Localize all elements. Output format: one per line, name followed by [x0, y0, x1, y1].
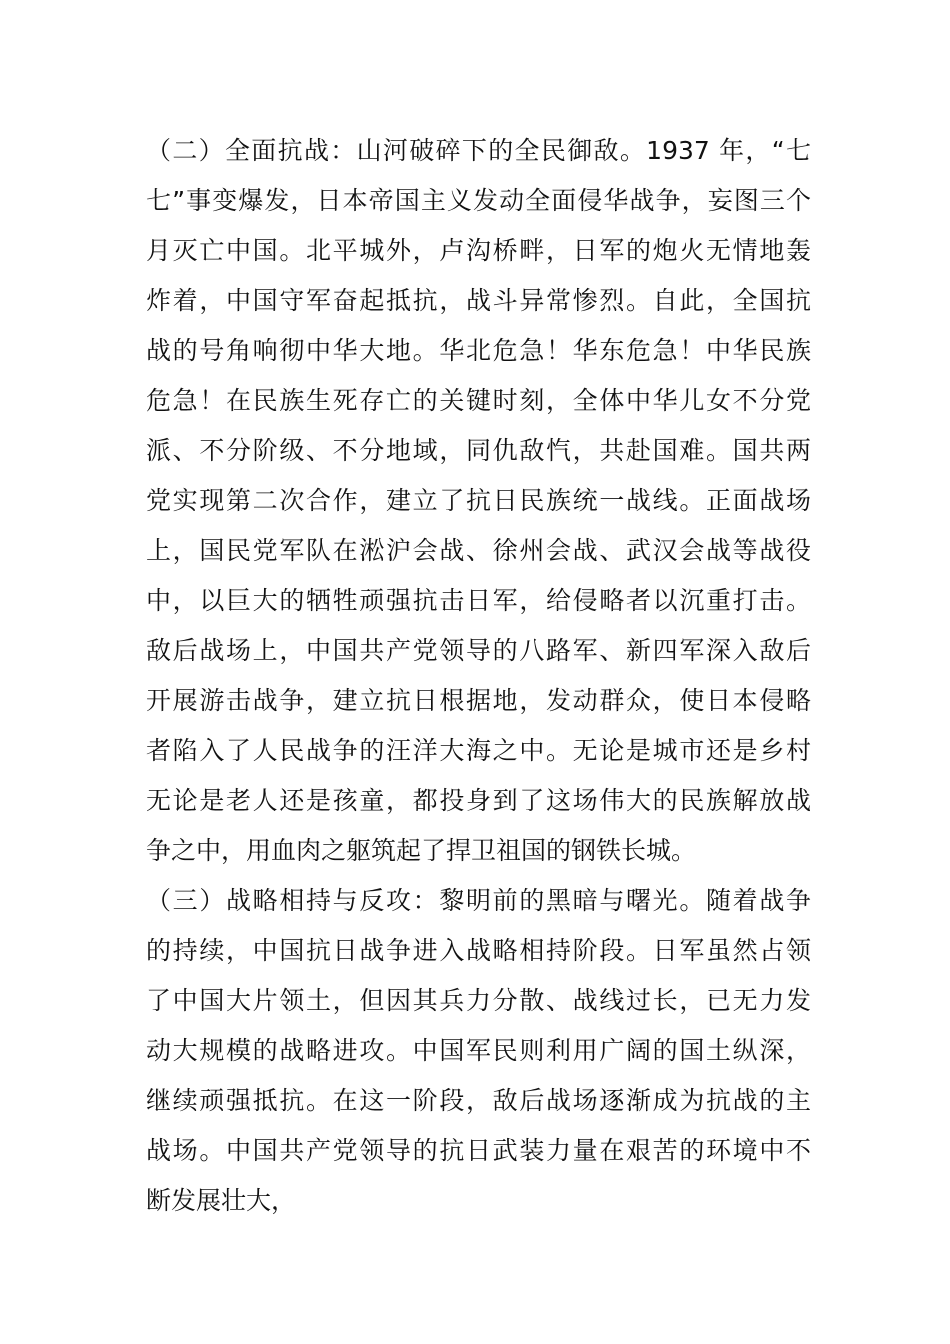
text-line: （二）全面抗战：山河破碎下的全民御敌。1937 年，“七	[146, 136, 811, 165]
text-line: 者陷入了人民战争的汪洋大海之中。无论是城市还是乡村	[146, 736, 811, 765]
text-line: 党实现第二次合作，建立了抗日民族统一战线。正面战场	[146, 486, 811, 515]
text-line: 了中国大片领土，但因其兵力分散、战线过长，已无力发	[146, 986, 811, 1015]
text-line: 的持续，中国抗日战争进入战略相持阶段。日军虽然占领	[146, 936, 811, 965]
text-line: 继续顽强抵抗。在这一阶段，敌后战场逐渐成为抗战的主	[146, 1086, 811, 1115]
paragraph-strategic-stalemate	[146, 876, 811, 1226]
paragraph-full-scale-war	[146, 126, 811, 876]
text-line: 月灭亡中国。北平城外，卢沟桥畔，日军的炮火无情地轰	[146, 236, 811, 265]
text-line: 战的号角响彻中华大地。华北危急！华东危急！中华民族	[146, 336, 811, 365]
text-line: 上，国民党军队在淞沪会战、徐州会战、武汉会战等战役	[146, 536, 811, 565]
text-line: 无论是老人还是孩童，都投身到了这场伟大的民族解放战	[146, 786, 811, 815]
text-line: 动大规模的战略进攻。中国军民则利用广阔的国土纵深，	[146, 1036, 811, 1065]
text-line: 危急！在民族生死存亡的关键时刻，全体中华儿女不分党	[146, 386, 811, 415]
text-line: 派、不分阶级、不分地域，同仇敌忾，共赴国难。国共两	[146, 436, 811, 465]
text-line: 七”事变爆发，日本帝国主义发动全面侵华战争，妄图三个	[146, 186, 811, 215]
text-line: 战场。中国共产党领导的抗日武装力量在艰苦的环境中不	[146, 1136, 811, 1165]
text-line: 开展游击战争，建立抗日根据地，发动群众，使日本侵略	[146, 686, 811, 715]
text-line: 争之中，用血肉之躯筑起了捍卫祖国的钢铁长城。	[146, 836, 697, 865]
text-line: （三）战略相持与反攻：黎明前的黑暗与曙光。随着战争	[146, 886, 811, 915]
text-line: 炸着，中国守军奋起抵抗，战斗异常惨烈。自此，全国抗	[146, 286, 811, 315]
text-line: 中，以巨大的牺牲顽强抗击日军，给侵略者以沉重打击。	[146, 586, 811, 615]
body-text	[146, 126, 811, 1226]
text-line: 断发展壮大，	[146, 1186, 297, 1215]
text-line: 敌后战场上，中国共产党领导的八路军、新四军深入敌后	[146, 636, 811, 665]
